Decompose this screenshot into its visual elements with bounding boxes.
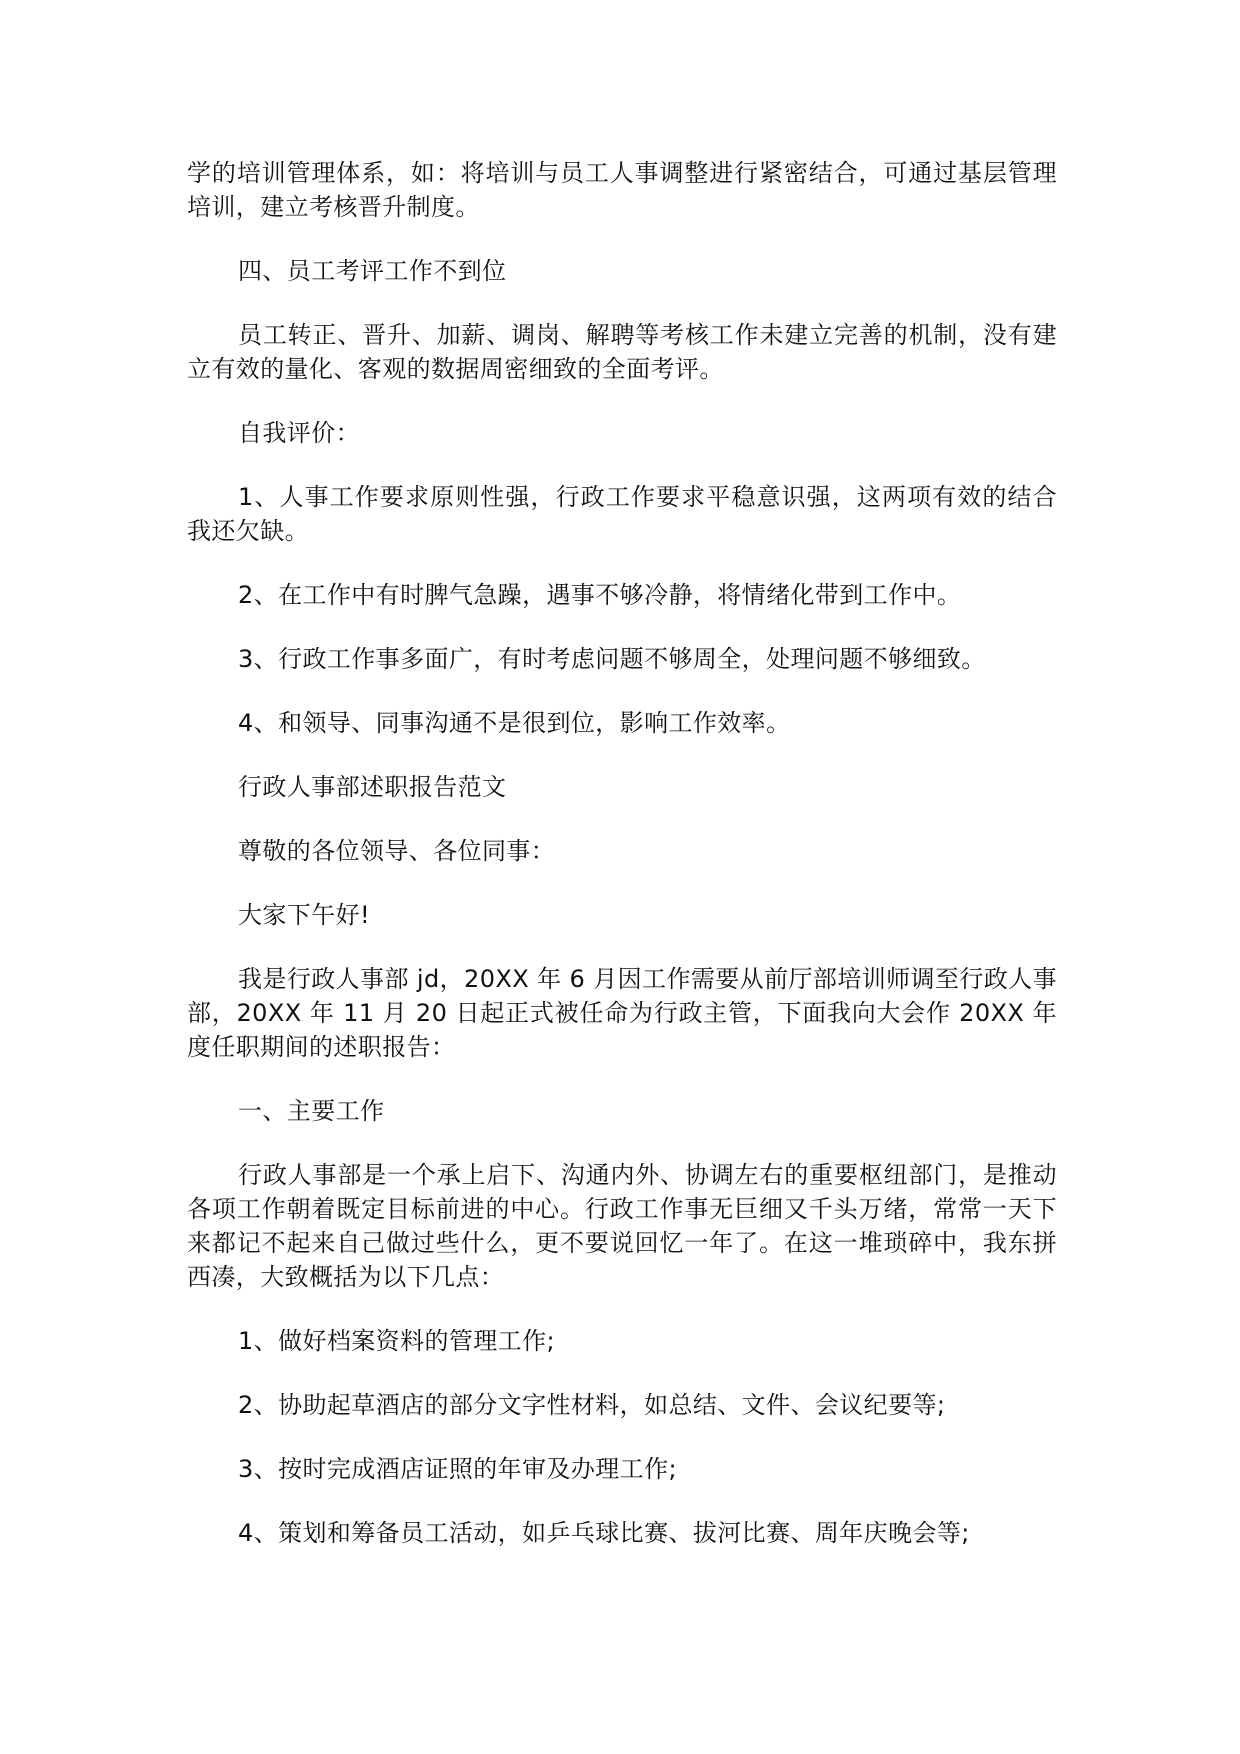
- list-item: 4、策划和筹备员工活动，如乒乓球比赛、拔河比赛、周年庆晚会等;: [238, 1519, 970, 1547]
- section-heading-self-assessment: 自我评价：: [238, 419, 360, 447]
- report-title: 行政人事部述职报告范文: [238, 773, 507, 801]
- paragraph-evaluation: 员工转正、晋升、加薪、调岗、解聘等考核工作未建立完善的机制，没有建立有效的量化、客观的数据周密细致的全面考评。: [187, 321, 1057, 383]
- list-item: 3、按时完成酒店证照的年审及办理工作;: [238, 1455, 677, 1483]
- document-body: [187, 156, 1057, 1580]
- section-heading-evaluation: 四、员工考评工作不到位: [238, 257, 507, 285]
- paragraph-introduction: 我是行政人事部 jd，20XX 年 6 月因工作需要从前厅部培训师调至行政人事部，20XX 年 11 月 20 日起正式被任命为行政主管，下面我向大会作 20XX 年度任职期间的述职报告：: [187, 965, 1057, 1061]
- paragraph-continuation: 学的培训管理体系，如：将培训与员工人事调整进行紧密结合，可通过基层管理培训，建立考核晋升制度。: [187, 159, 1057, 221]
- list-item: 1、人事工作要求原则性强，行政工作要求平稳意识强，这两项有效的结合我还欠缺。: [187, 483, 1057, 545]
- list-item: 4、和领导、同事沟通不是很到位，影响工作效率。: [238, 709, 791, 737]
- list-item: 3、行政工作事多面广，有时考虑问题不够周全，处理问题不够细致。: [238, 645, 986, 673]
- list-item: 1、做好档案资料的管理工作;: [238, 1327, 555, 1355]
- list-item: 2、在工作中有时脾气急躁，遇事不够冷静，将情绪化带到工作中。: [238, 581, 962, 609]
- salutation: 尊敬的各位领导、各位同事：: [238, 837, 556, 865]
- section-heading-main-work: 一、主要工作: [238, 1097, 385, 1125]
- paragraph-main-work: 行政人事部是一个承上启下、沟通内外、协调左右的重要枢纽部门，是推动各项工作朝着既定目标前进的中心。行政工作事无巨细又千头万绪，常常一天下来都记不起来自己做过些什么，更不要说回忆一年了。在这一堆琐碎中，我东拼西凑，大致概括为以下几点：: [187, 1161, 1057, 1291]
- greeting: 大家下午好!: [238, 901, 371, 929]
- list-item: 2、协助起草酒店的部分文字性材料，如总结、文件、会议纪要等;: [238, 1391, 946, 1419]
